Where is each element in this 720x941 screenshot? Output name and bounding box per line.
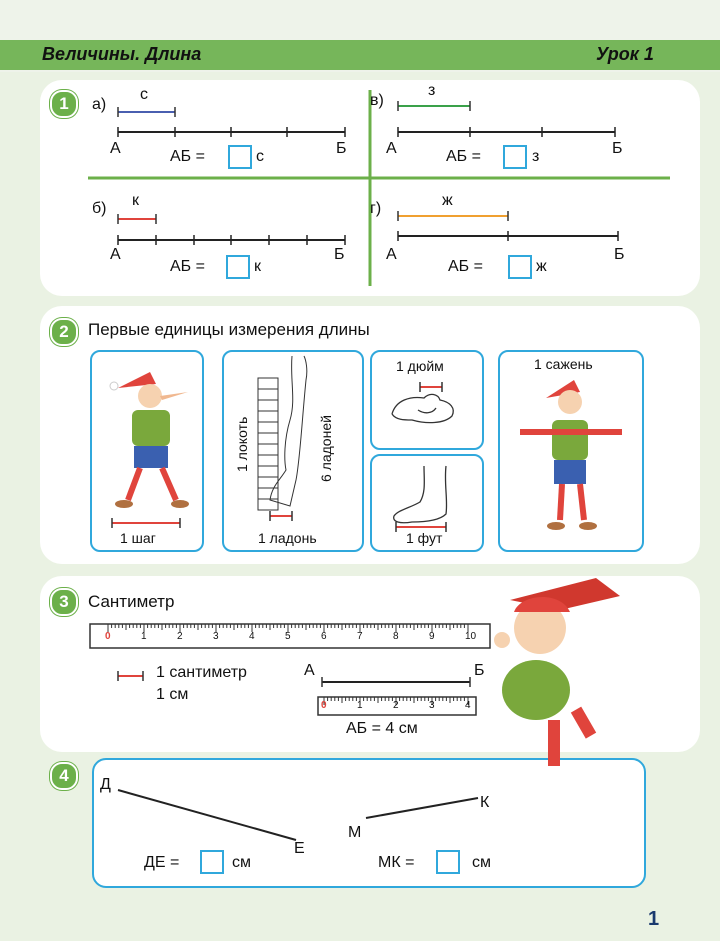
de-answer-box[interactable]: [200, 850, 224, 874]
ruler-label: 0: [105, 631, 111, 642]
inch-label: 1 дюйм: [396, 358, 444, 374]
task2-title: Первые единицы измерения длины: [88, 320, 370, 339]
task1a-seg-label: с: [140, 86, 148, 103]
ruler-label: 3: [213, 631, 219, 642]
lesson-label: Урок 1: [596, 44, 654, 64]
point-d: Д: [100, 776, 111, 793]
task1b-point-a: А: [110, 246, 121, 263]
mk-unit: см: [472, 854, 491, 871]
task1b-unit: к: [254, 258, 261, 275]
task1g-letter: г): [370, 200, 382, 217]
task1b-point-b: Б: [334, 246, 345, 263]
task1v-seg-label: з: [428, 82, 436, 99]
ruler-label: 9: [429, 631, 435, 642]
task1a-point-b: Б: [336, 140, 347, 157]
ruler-label: 1: [357, 700, 363, 711]
ruler-label: 8: [393, 631, 399, 642]
foot-label: 1 фут: [406, 530, 443, 546]
ruler-label: 2: [393, 700, 399, 711]
mk-answer-box[interactable]: [436, 850, 460, 874]
task3-point-b: Б: [474, 662, 485, 679]
ruler-label: 3: [429, 700, 435, 711]
step-label: 1 шаг: [120, 530, 156, 546]
task3-number: 3: [50, 588, 78, 616]
task1-number: 1: [50, 90, 78, 118]
task1g-equation: АБ =: [448, 258, 483, 275]
point-k: К: [480, 794, 490, 811]
page-number: 1: [648, 908, 660, 930]
ruler-label: 1: [141, 631, 147, 642]
mk-equation: МК =: [378, 854, 415, 871]
task1b-letter: б): [92, 200, 107, 217]
task1b-equation: АБ =: [170, 258, 205, 275]
point-m: М: [348, 824, 362, 841]
palm-label: 1 ладонь: [258, 530, 317, 546]
ruler-label: 10: [465, 631, 477, 642]
task3-point-a: А: [304, 662, 315, 679]
ruler-label: 7: [357, 631, 363, 642]
ruler-label: 0: [321, 700, 327, 711]
task1g-seg-label: ж: [442, 192, 453, 209]
task1a-point-a: А: [110, 140, 121, 157]
point-e: Е: [294, 840, 305, 857]
sazhen-label: 1 сажень: [534, 356, 593, 372]
task1a-letter: а): [92, 96, 107, 113]
ruler-label: 2: [177, 631, 183, 642]
ruler-label: 5: [285, 631, 291, 642]
elbow-label: 1 локоть: [234, 416, 250, 472]
de-equation: ДЕ =: [144, 854, 180, 871]
ruler-label: 6: [321, 631, 327, 642]
task1b-seg-label: к: [132, 192, 139, 209]
task2-number: 2: [50, 318, 78, 346]
cm-full-label: 1 сантиметр: [156, 664, 247, 681]
task3-title: Сантиметр: [88, 592, 175, 611]
task1g-point-b: Б: [614, 246, 625, 263]
task4-number: 4: [50, 762, 78, 790]
palms-label: 6 ладоней: [318, 415, 334, 482]
task1v-equation: АБ =: [446, 148, 481, 165]
task1a-equation: АБ =: [170, 148, 205, 165]
cm-short-label: 1 см: [156, 686, 189, 703]
de-unit: см: [232, 854, 251, 871]
page-title: Величины. Длина: [42, 44, 202, 64]
task3-result: АБ = 4 см: [346, 720, 418, 737]
task1v-unit: з: [532, 148, 540, 165]
task1v-point-a: А: [386, 140, 397, 157]
ruler-label: 4: [465, 700, 471, 711]
task1g-point-a: А: [386, 246, 397, 263]
task1v-letter: в): [370, 92, 384, 109]
ruler-label: 4: [249, 631, 255, 642]
task1g-unit: ж: [536, 258, 547, 275]
task1v-point-b: Б: [612, 140, 623, 157]
task1a-unit: с: [256, 148, 264, 165]
